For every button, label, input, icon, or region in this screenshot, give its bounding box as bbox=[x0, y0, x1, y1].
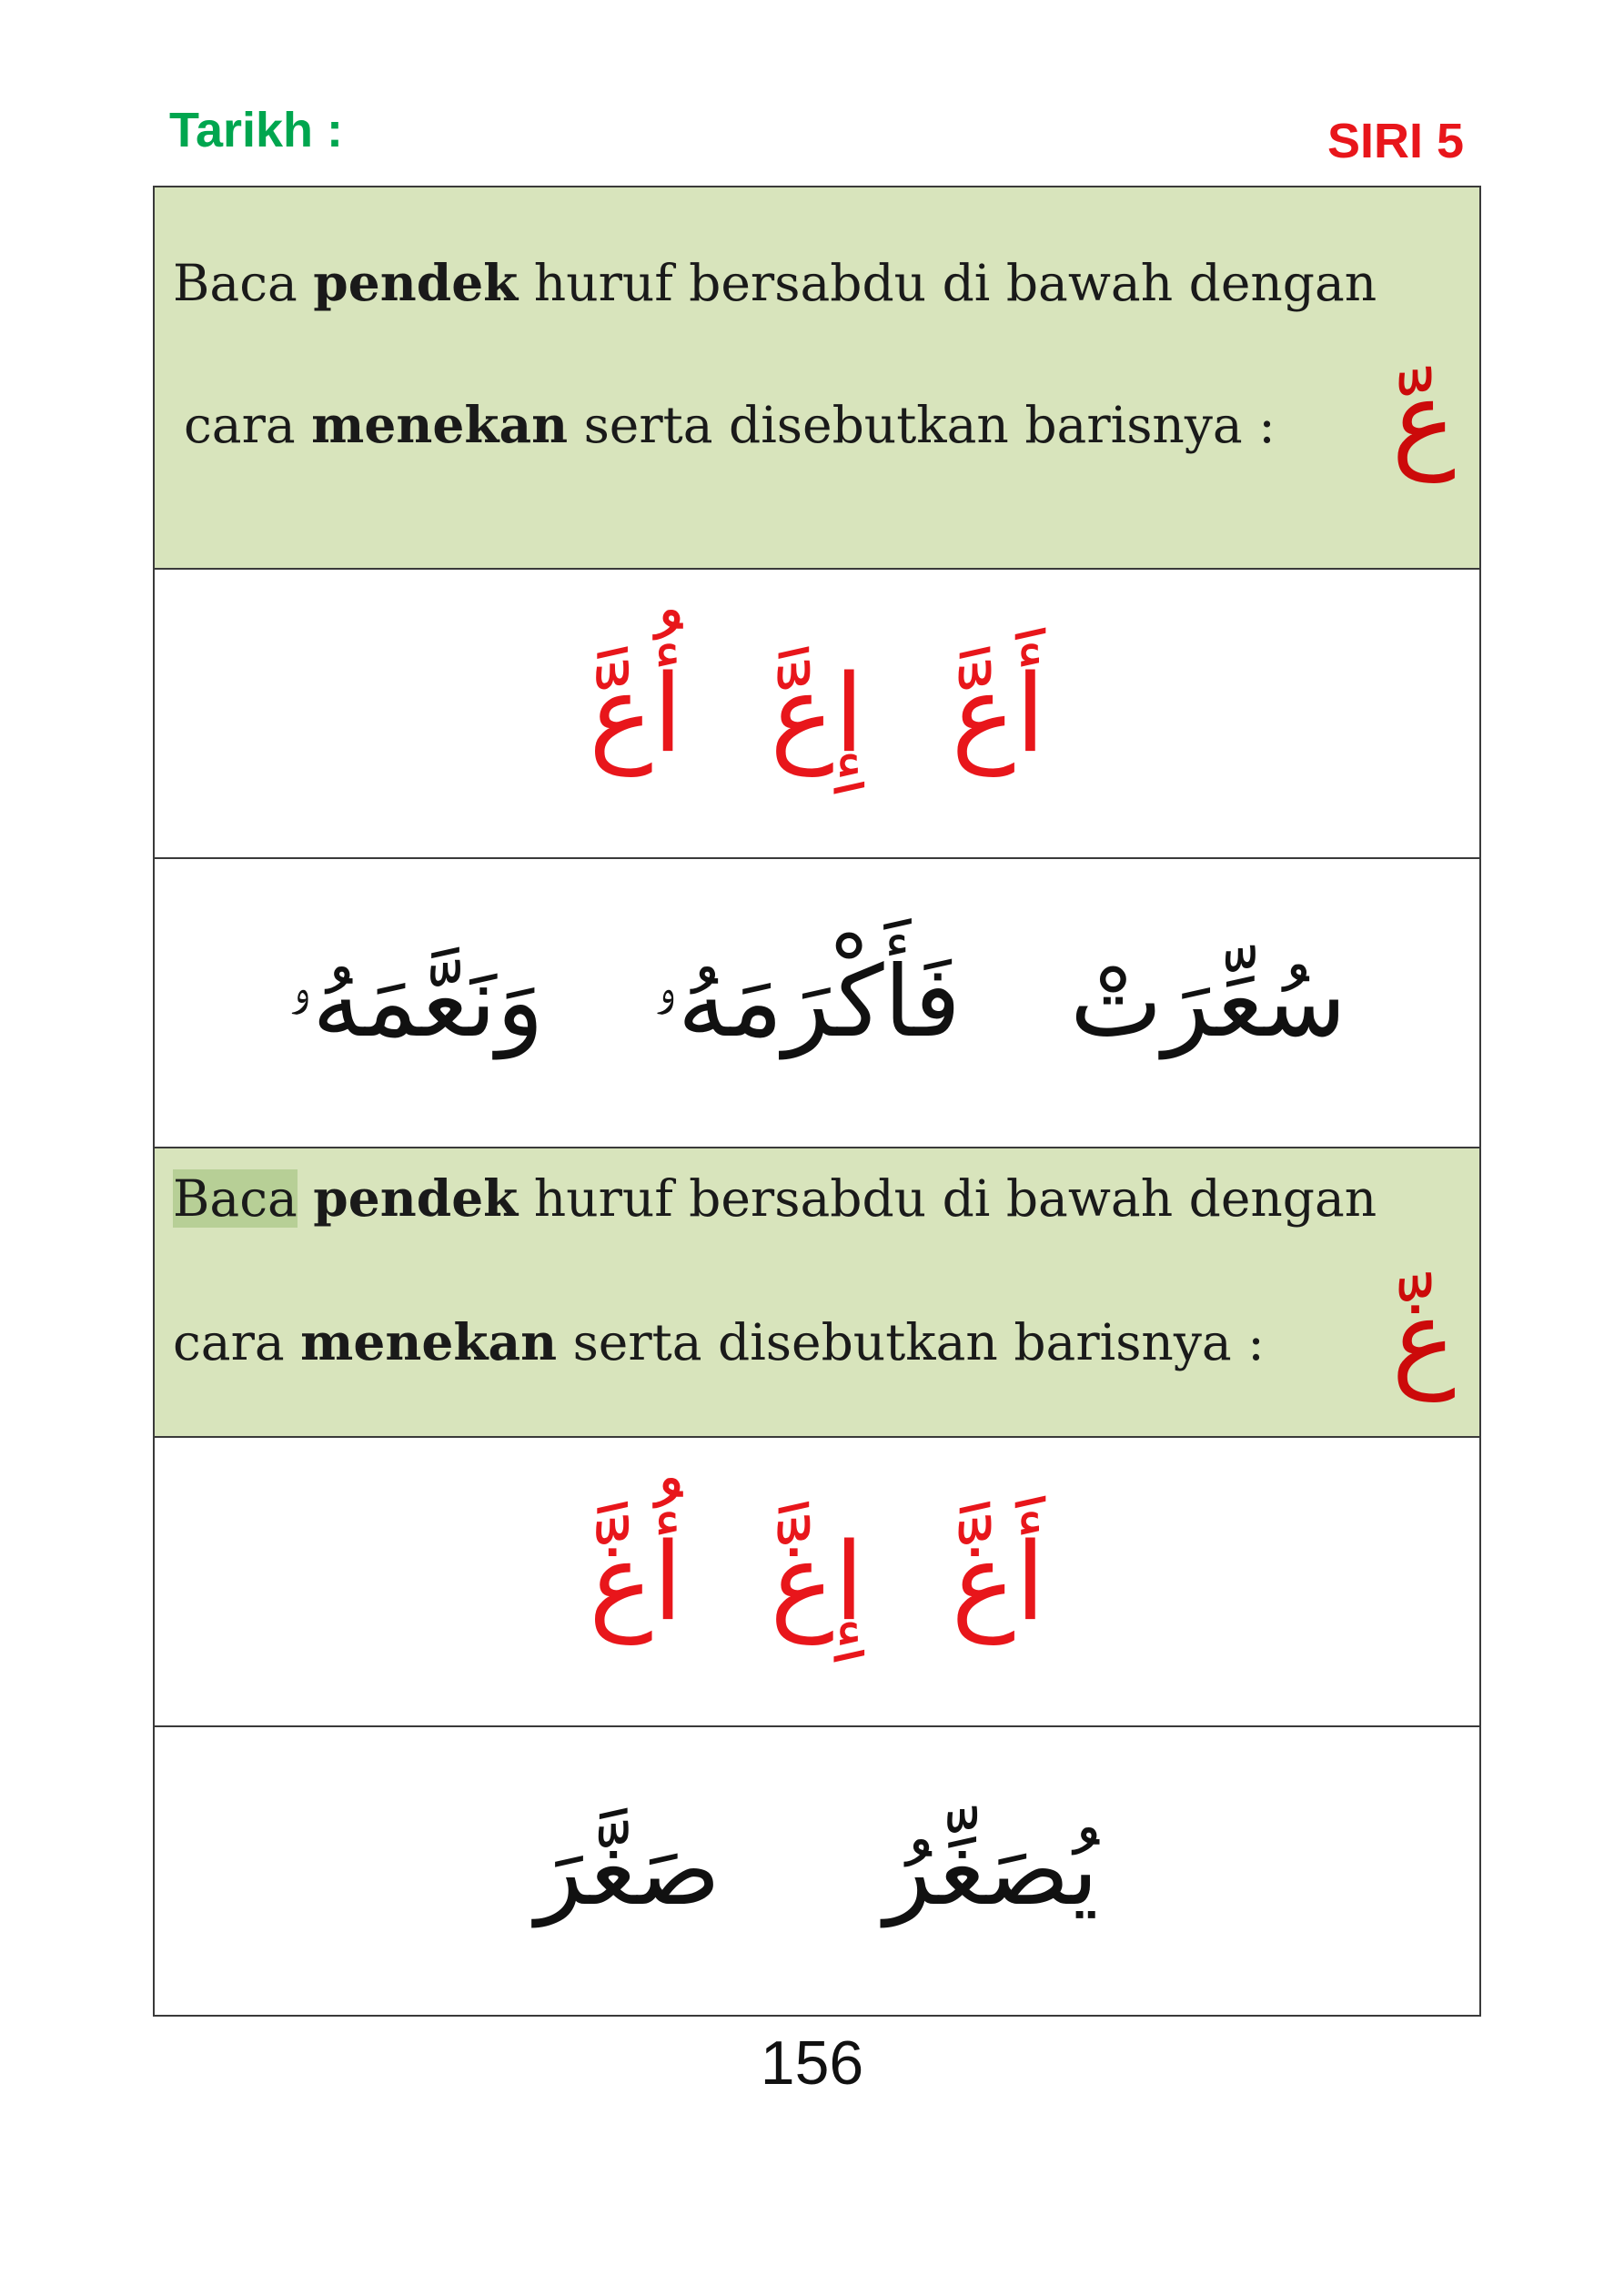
date-label: Tarikh : bbox=[169, 103, 344, 157]
instruction-text: huruf bersabdu di bawah dengan bbox=[533, 254, 1377, 312]
target-letter-ghain: غّ bbox=[1391, 1276, 1456, 1401]
instruction-emphasis-pendek: pendek bbox=[313, 1168, 519, 1228]
target-letter-ain: عّ bbox=[1391, 357, 1456, 482]
word-3: وَنَعَّمَهُۥ bbox=[287, 946, 544, 1059]
word-2: صَغَّرَ bbox=[535, 1814, 721, 1927]
syllable-row-ain bbox=[155, 568, 1479, 857]
page-number: 156 bbox=[760, 2028, 864, 2098]
syllable-row-ghain bbox=[155, 1436, 1479, 1725]
series-label: SIRI 5 bbox=[1326, 114, 1464, 168]
instruction-text: serta disebutkan barisnya : bbox=[583, 396, 1276, 454]
word-row-ain bbox=[155, 857, 1479, 1147]
word-list bbox=[155, 1727, 1479, 2015]
word-1: سُعِّرَتْ bbox=[1070, 946, 1347, 1059]
instruction-line-2 bbox=[173, 1312, 1265, 1371]
instruction-panel-ghain bbox=[155, 1147, 1479, 1436]
word-row-ghain bbox=[155, 1725, 1479, 2015]
word-list bbox=[155, 859, 1479, 1147]
instruction-emphasis-menekan: menekan bbox=[311, 395, 569, 454]
instruction-word-highlighted: Baca bbox=[173, 1169, 298, 1228]
instruction-word: cara bbox=[173, 1313, 285, 1371]
instruction-emphasis-pendek: pendek bbox=[313, 253, 519, 312]
syllable-kasrah: إِغَّ bbox=[770, 1519, 864, 1644]
syllable-dammah: أُعَّ bbox=[589, 651, 683, 776]
syllable-fathah: أَغَّ bbox=[951, 1519, 1045, 1644]
instruction-text: huruf bersabdu di bawah dengan bbox=[533, 1169, 1377, 1228]
syllable-fathah: أَعَّ bbox=[951, 651, 1045, 776]
word-1: يُصَغِّرُ bbox=[884, 1814, 1099, 1927]
instruction-line-2 bbox=[184, 395, 1276, 454]
instruction-line-1 bbox=[173, 253, 1377, 312]
instruction-emphasis-menekan: menekan bbox=[300, 1312, 558, 1371]
syllable-list bbox=[155, 570, 1479, 857]
word-2: فَأَكْرَمَهُۥ bbox=[652, 946, 962, 1059]
instruction-line-1 bbox=[173, 1168, 1377, 1228]
syllable-list bbox=[155, 1438, 1479, 1725]
instruction-word: cara bbox=[184, 396, 296, 454]
syllable-kasrah: إِعَّ bbox=[770, 651, 864, 776]
syllable-dammah: أُغَّ bbox=[589, 1519, 683, 1644]
instruction-word: Baca bbox=[173, 254, 298, 312]
instruction-text: serta disebutkan barisnya : bbox=[572, 1313, 1265, 1371]
exercise-sheet bbox=[153, 186, 1481, 2017]
instruction-panel-ain bbox=[155, 187, 1479, 568]
